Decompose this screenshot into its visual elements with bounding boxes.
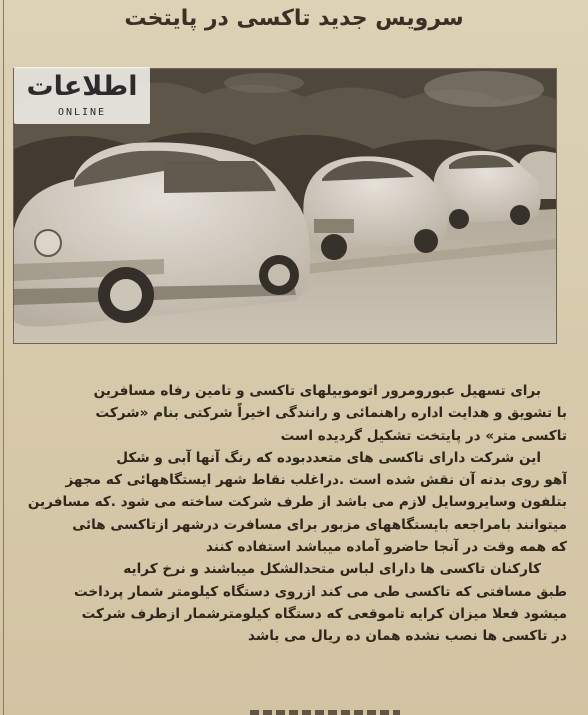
paragraph-3-line-2: طبق مسافتی که تاکسی طی می کند ازروی دستگاه کیلومتر شمار پرداخت	[74, 583, 567, 600]
paragraph-1-line-3: تاکسی متر» در پایتخت تشکیل گردیده است	[280, 427, 567, 444]
paragraph-3-line-4: در تاکسی ها نصب نشده همان ده ریال می باشد	[247, 628, 567, 645]
cut-off-next-line	[250, 704, 400, 715]
paragraph-1-line-2: با تشویق و هدایت اداره راهنمائی و رانندگی اخیراً شرکتی بنام «شرکت	[95, 405, 567, 422]
logo-wordmark: اطلاعات	[26, 71, 138, 102]
paragraph-2-line-5: که همه وقت در آنجا حاضرو آماده میباشد استفاده کنند	[205, 539, 567, 556]
paragraph-3-line-3: میشود فعلا میزان کرایه تاموقعی که دستگاه کیلومترشمار ازطرف شرکت	[81, 605, 567, 622]
paragraph-3-line-1: کارکنان تاکسی ها دارای لباس متحدالشکل میباشند و نرخ کرایه	[123, 561, 541, 578]
article-title: سرویس جدید تاکسی در پایتخت	[124, 6, 464, 31]
paragraph-1-line-1: برای تسهیل عبورومرور اتوموبیلهای تاکسی و تامین رفاه مسافرین	[93, 383, 541, 399]
ettelaat-online-logo	[14, 67, 150, 124]
paragraph-2-line-4: میتوانند بامراجعه بایستگاههای مزبور برای مسافرت درشهر ازتاکسی هائی	[72, 516, 567, 533]
cut-off-text-fragment	[250, 710, 400, 715]
article-body	[12, 380, 567, 648]
paragraph-2-line-1: این شرکت دارای تاکسی های متعددبوده که رنگ آنها آبی و شکل	[116, 449, 541, 466]
paragraph-2-line-3: بتلفون وسایروسایل لازم می باشد از طرف شرکت ساخته می شود .که مسافرین	[27, 494, 567, 511]
paragraph-2-line-2: آهو روی بدنه آن نقش شده است .دراغلب نقاط شهر ایستگاههائی که مجهز	[65, 472, 567, 489]
logo-subtitle: ONLINE	[57, 107, 107, 118]
column-rule	[3, 0, 4, 715]
